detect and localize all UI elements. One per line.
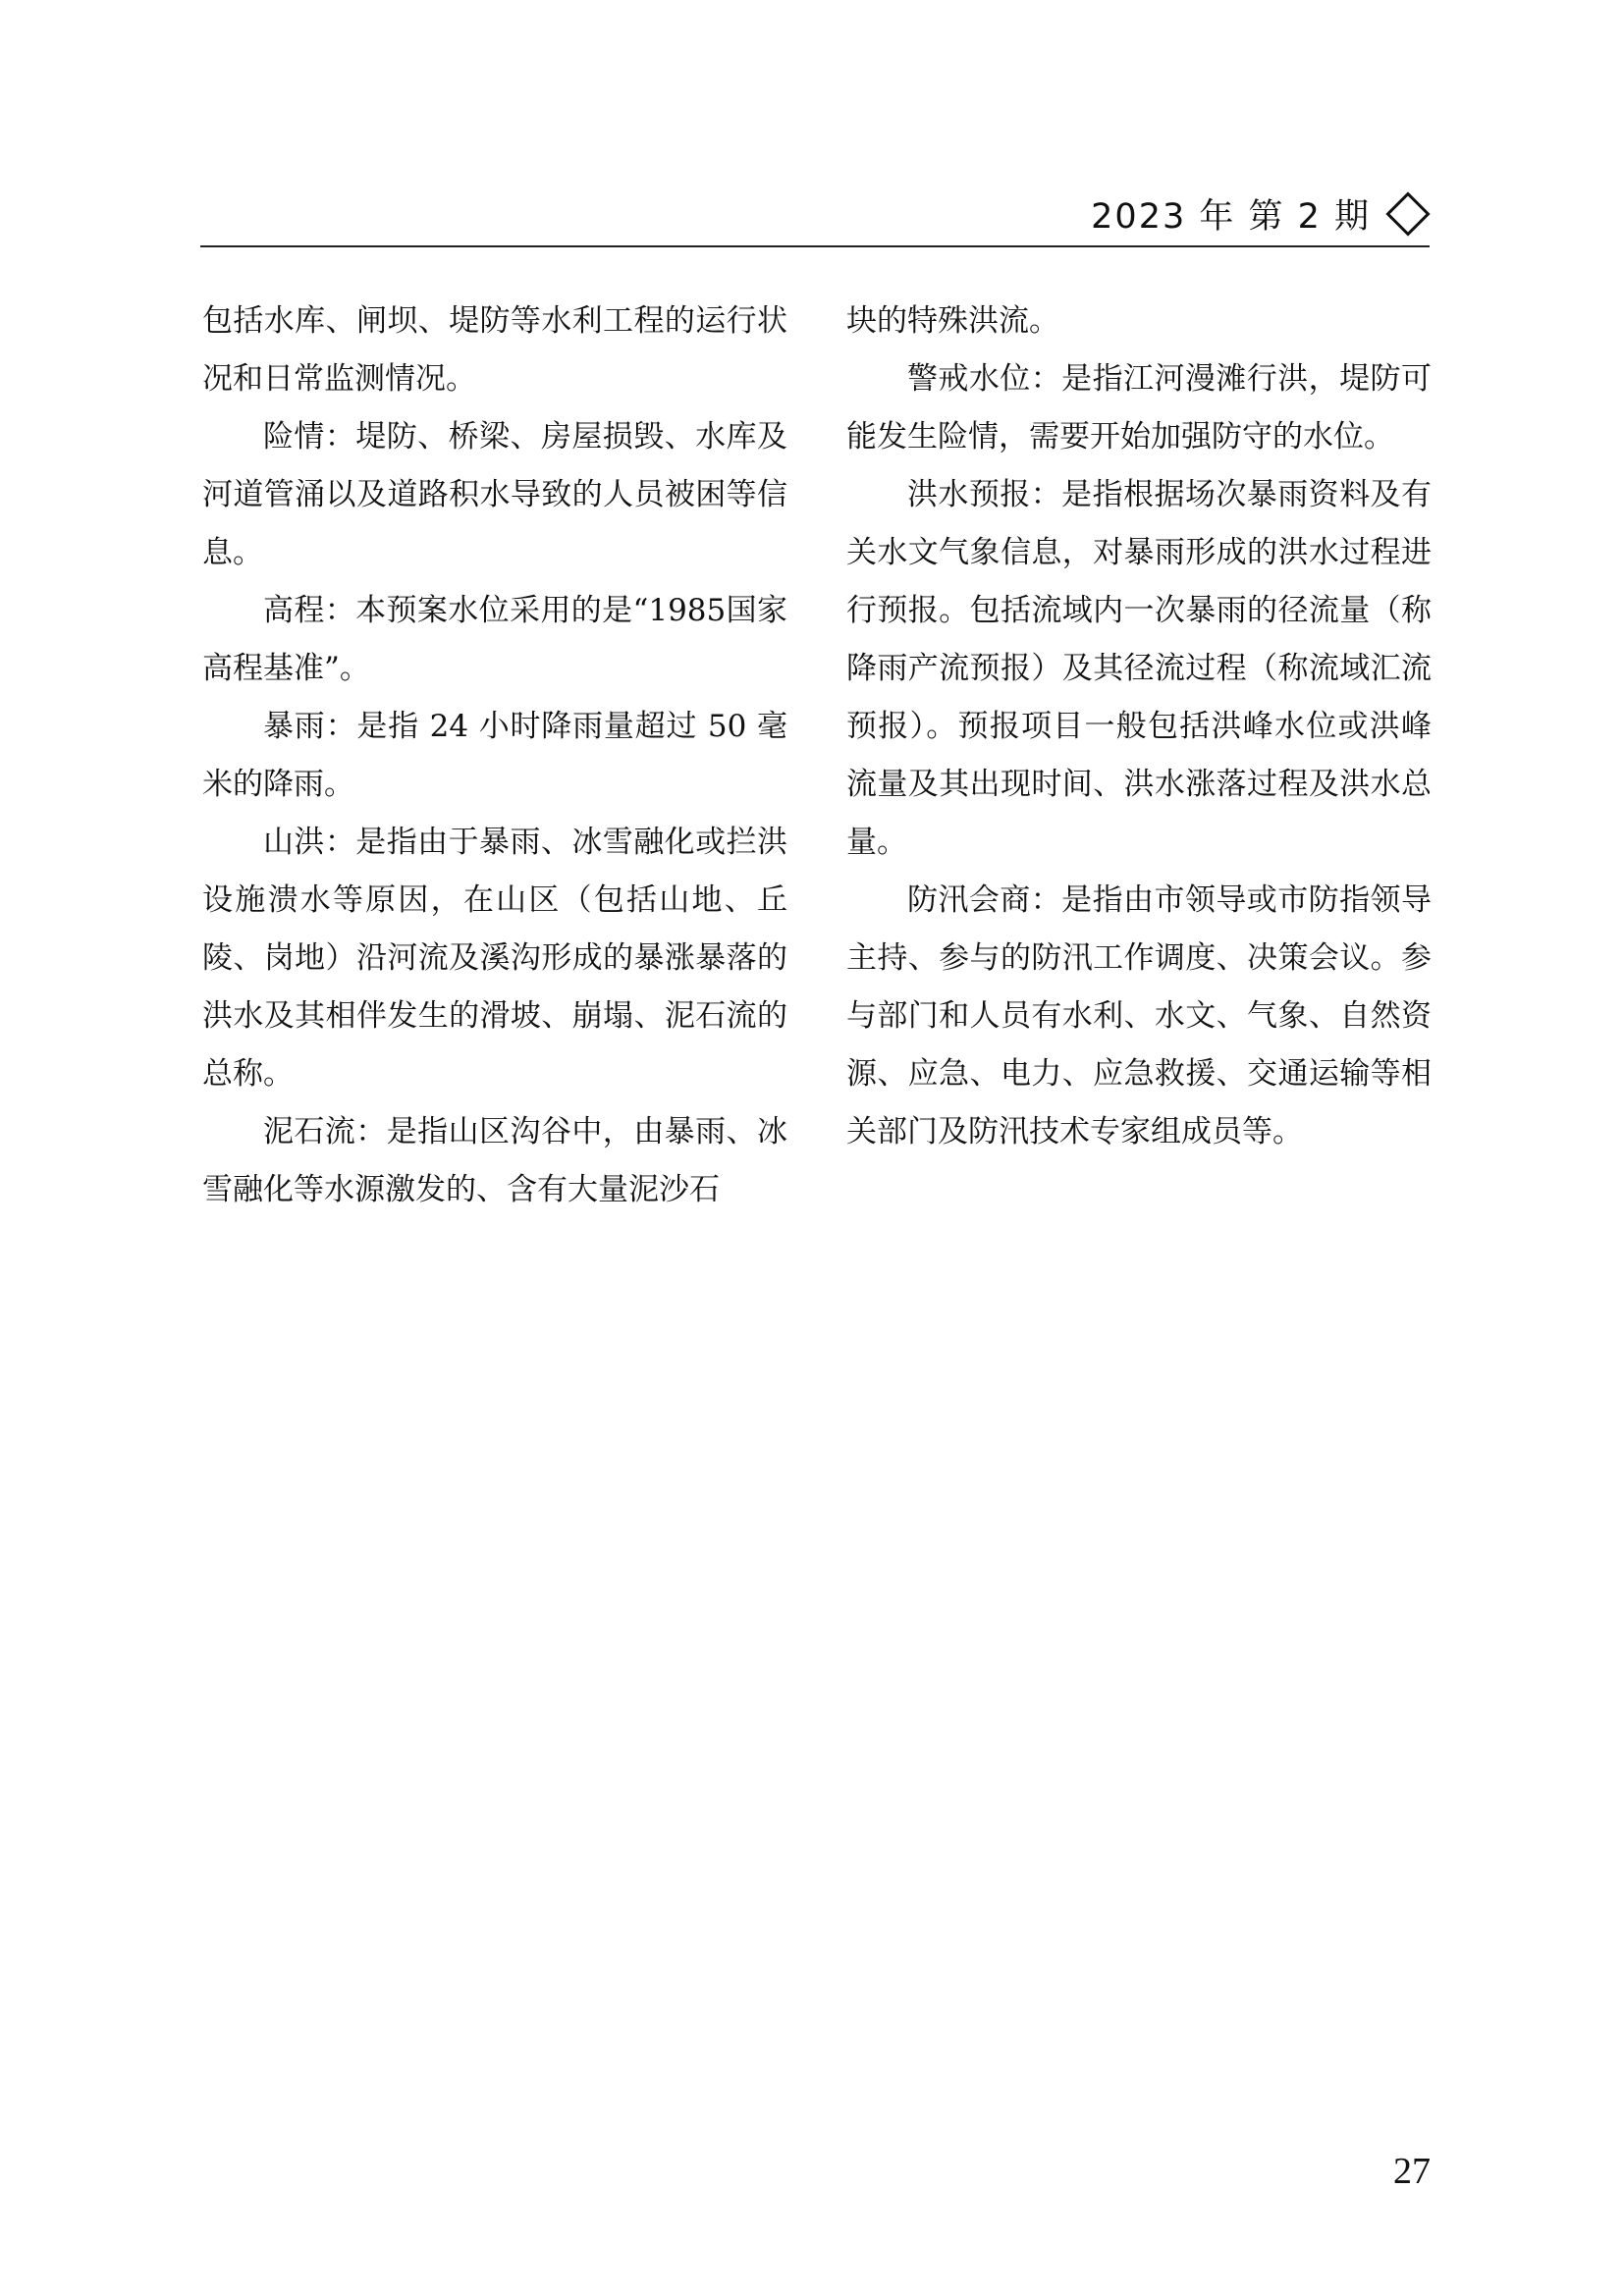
paragraph: 包括水库、闸坝、堤防等水利工程的运行状况和日常监测情况。 bbox=[202, 303, 787, 397]
issue-label bbox=[1091, 187, 1430, 241]
header-rule bbox=[200, 245, 1430, 247]
running-header bbox=[200, 187, 1430, 245]
paragraph-rainstorm: 暴雨：是指 24 小时降雨量超过 50 毫米的降雨。 bbox=[202, 709, 787, 802]
diamond-icon bbox=[1385, 191, 1430, 236]
paragraph-debris-flow: 泥石流：是指山区沟谷中，由暴雨、冰雪融化等水源激发的、含有大量泥沙石 bbox=[202, 1114, 787, 1207]
paragraph-flood-forecast: 洪水预报：是指根据场次暴雨资料及有关水文气象信息，对暴雨形成的洪水过程进行预报。包括流域内一次暴雨的径流量（称降雨产流预报）及其径流过程（称流域汇流预报）。预报项目一般包括洪峰水位或洪峰流量及其出现时间、洪水涨落过程及洪水总量。 bbox=[846, 477, 1432, 860]
page-number: 27 bbox=[1393, 2151, 1431, 2192]
right-column bbox=[846, 293, 1432, 1161]
left-column bbox=[202, 293, 787, 1219]
paragraph-warning-level: 警戒水位：是指江河漫滩行洪，堤防可能发生险情，需要开始加强防守的水位。 bbox=[846, 361, 1432, 454]
paragraph-danger: 险情：堤防、桥梁、房屋损毁、水库及河道管涌以及道路积水导致的人员被困等信息。 bbox=[202, 419, 787, 570]
paragraph-elevation: 高程：本预案水位采用的是“1985国家高程基准”。 bbox=[202, 593, 787, 686]
paragraph-flood-consultation: 防汛会商：是指由市领导或市防指领导主持、参与的防汛工作调度、决策会议。参与部门和人员有水利、水文、气象、自然资源、应急、电力、应急救援、交通运输等相关部门及防汛技术专家组成员等。 bbox=[846, 882, 1432, 1149]
paragraph-flash-flood: 山洪：是指由于暴雨、冰雪融化或拦洪设施溃水等原因，在山区（包括山地、丘陵、岗地）沿河流及溪沟形成的暴涨暴落的洪水及其相伴发生的滑坡、崩塌、泥石流的总称。 bbox=[202, 825, 787, 1092]
issue-text: 2023 年 第 2 期 bbox=[1091, 197, 1371, 237]
paragraph: 块的特殊洪流。 bbox=[846, 303, 1059, 339]
